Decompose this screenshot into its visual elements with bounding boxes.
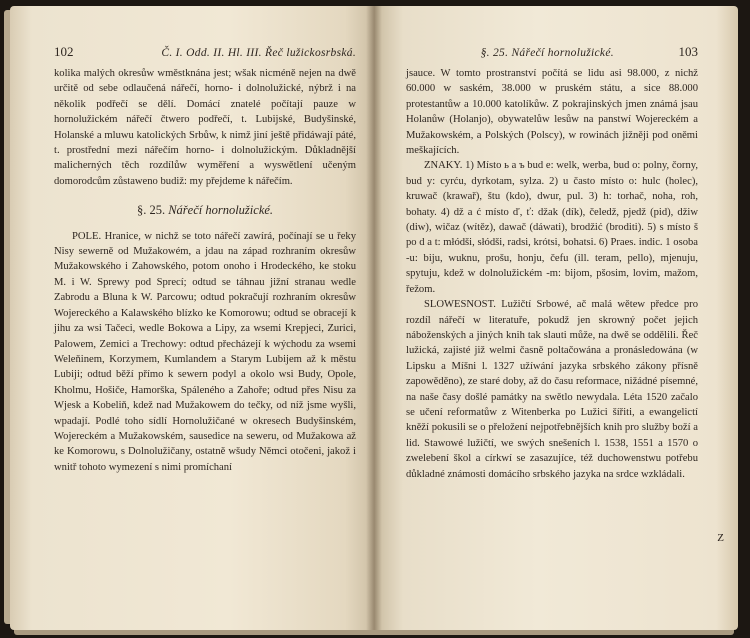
book-gutter [366,6,382,630]
left-page [10,6,374,630]
section-number: §. 25. [136,203,166,218]
paragraph: jsauce. W tomto prostranství počítá se lidu asi 98.000, z nichž 60.000 w saském, 38.000 w pruském státu, a sice 88.000 protestantůw a 10.000 katolíkůw. Z pokrajinských jmen známá jsau Holanůw (Holanjo), obywatelůw lesůw na panstwí Wojereckém a Mužakowském, a Polských (Polscy), w rowinách jižněji pod oněmi meškajících. [406,68,698,157]
paragraph: SLOWESNOST. Lužičtí Srbowé, ač malá wětew předce pro rozdíl nářečí w literatuře, pokudž jen skrowný počet jejich náboženských a jiných knih tak slauti může, na dwě se oddělili. Řeč lužická, zajisté již welmi časně poltačowána a pronásledowána (w Lipsku a Míšni l. 1327 užíwání jazyka srbského zákony přísně zapowěděno), ze staré doby, až do času reformace, nižádné písemné, na naše časy došlé památky na swětlo newydala. Léta 1520 začalo se učení reformatůw z Witenberka po Lužici šířiti, a ewangelictí kněží pokusili se o přeložení nejpotřebnějších knih pro služby boží a lid. Stawowé lužičtí, we swých snešeních l. 1538, 1551 a 1570 o zwelebení škol a církwí se zasazujíce, též duchowenstwu potřebu důkladné známosti domácího srbského jazyka na srdce wzkládali. [406,299,698,480]
right-page-body [406,66,698,482]
left-page-header [54,44,356,60]
right-page [374,6,738,630]
open-book [10,6,738,630]
right-page-header [406,44,698,60]
left-page-body [54,66,356,475]
section-title [54,203,356,218]
paragraph: POLE. Hranice, w nichž se toto nářečí zawírá, počínají se u řeky Nisy sewerně od Mužakowém, a jdau na západ rozhraním okresůw Mužakowského i Zahowského, potom onoho i Hrodeckého, ke stoku M. i W. Sprewy pod Sprecí; odtud se táhnau jižní stranau wedle Zabrodu a Bluna k W. Parcowu; odtud pokračují rozhraním okresůw Wojereckého a Kalawského blízko ke Komorowu; odtud se obracejí k jihu za wsi Tačeci, wedle Bokowa a Lipy, za wsemi Krepjeci, Zurici, Palowem, Zemici a Trechowy: odtud přecházejí k wýchodu za wsemi Weleňinem, Korzymem, Kumlandem a Starym Lubijem až k městu Lubiji; odtud běží přímo k sewern podyl a okolo wsi Budy, Opole, Kholmu, Hošiče, Hamorška, Spáleného a Zahoře; odtud přes Nisu za Wjesk a Kobeliň, kdež nad Mužakowem do tečky, od níž jsme wyšli, wpadají. Podlé toho sídlí Hornolužičané w okresech Budyšinském, Wojereckém a Mužakowském, sausedice na seweru, od Mužakowa až ke Komorowu, s Dolnolužičany, ostatně wšudy Němci otočeni, jakož i wnitř tohoto wymezení s nimi promíchaní [54,230,356,473]
section-heading: Nářečí hornolužické. [168,203,274,218]
page-number: 102 [54,44,74,59]
paragraph: ZNAKY. 1) Místo ь a ъ bud e: welk, werba, bud o: polny, čorny, bud y: cyrću, dyrkotam, sylza. 2) u často místo o: hulc (holec), kruwač (krawař), štu (kdo), dwur, pul. 3) h: torhač, noha, roh, bohaty. 4) dž a ć místo ď, ť: džak (dík), čeledž, pjedž (pid), džiw (diw), wičaz (wítěz), dawač (dáwati), brodžić (broditi). 5) s místo š po d a t: młódši, słódši, radsi, krótsi, bohatsi. 6) Praes. indic. 1 osoba -u: biju, wuknu, prošu, honju, čefu (ill. teram, pello), mjenuju, spytuju, kdež w dolnolužickém -m: bijom, pšosim, lovim, mažom, řežom. [406,160,698,295]
paragraph: kolika malých okresůw wměstknána jest; wšak nicméně nejen na dwě určitě od sebe odlaučená nářečí, horno- i dolnolužické, nýbrž i na několik podřečí se dělí. Domácí znatelé počítají pauze w hornolužickém nářečí čtwero podřečí, t. Lubijské, Budyšinské, Holanské a mluwu katolických Srbůw, k nimž jiní ještě přidáwají páté, t. prostřední mezi nářečím horno- i dolnolužickým. Důkladnější malicherných těch rozdílůw wyměření a wyswětlení učeným domorodcům zůstaweno budiž: my přejdeme k nářečím. [54,68,356,187]
running-head: Č. I. Odd. II. Hl. III. Řeč lužickosrbská. [161,47,356,59]
running-head: §. 25. Nářečí hornolužické. [480,47,614,59]
page-number: 103 [678,44,698,59]
signature-mark: Z [717,532,724,544]
